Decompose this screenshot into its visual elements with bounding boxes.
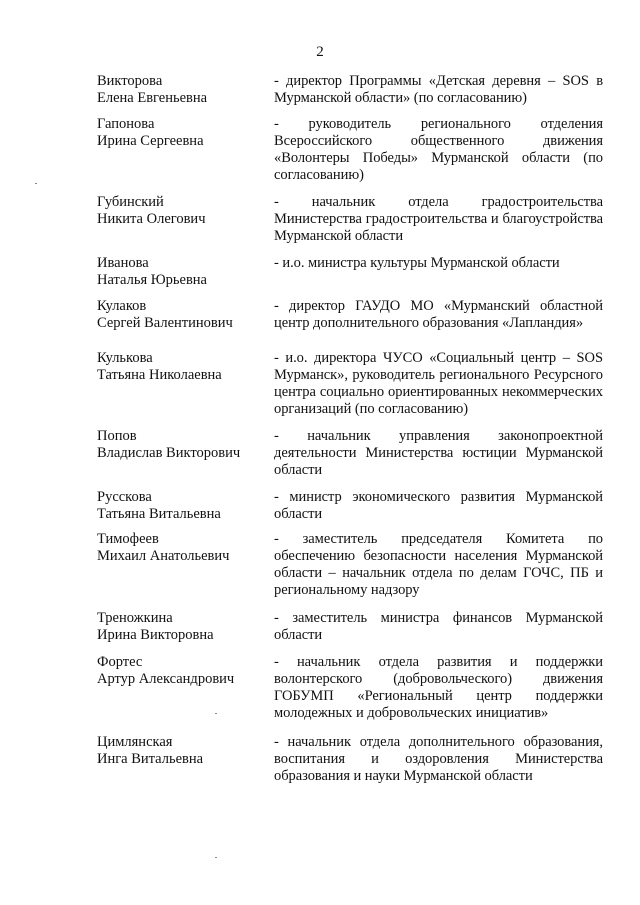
surname: Попов bbox=[97, 428, 137, 444]
surname: Кулаков bbox=[97, 298, 147, 314]
surname: Треножкина bbox=[97, 610, 173, 626]
surname: Гапонова bbox=[97, 116, 155, 132]
surname: Викторова bbox=[97, 73, 163, 89]
given-names: Инга Витальевна bbox=[97, 751, 204, 767]
page-number: 2 bbox=[316, 44, 324, 60]
person-name bbox=[97, 255, 272, 289]
position-description: - начальник управления законопроектной деятельности Министерства юстиции Мурманской области bbox=[274, 428, 603, 478]
person-name bbox=[97, 116, 272, 150]
person-name bbox=[97, 734, 272, 768]
surname: Кулькова bbox=[97, 350, 153, 366]
given-names: Михаил Анатольевич bbox=[97, 548, 230, 564]
given-names: Ирина Сергеевна bbox=[97, 133, 204, 149]
person-name bbox=[97, 350, 272, 384]
person-name bbox=[97, 610, 272, 644]
position-description: - директор ГАУДО МО «Мурманский областной центр дополнительного образования «Лапландия» bbox=[274, 298, 603, 331]
person-name bbox=[97, 298, 272, 332]
position-description: - заместитель министра финансов Мурманской области bbox=[274, 610, 603, 643]
given-names: Елена Евгеньевна bbox=[97, 90, 208, 106]
position-description: - министр экономического развития Мурманской области bbox=[274, 489, 603, 522]
given-names: Ирина Викторовна bbox=[97, 627, 214, 643]
scan-speck bbox=[35, 183, 37, 184]
surname: Фортес bbox=[97, 654, 143, 670]
scan-speck bbox=[215, 857, 217, 858]
surname: Иванова bbox=[97, 255, 149, 271]
position-description: - начальник отдела развития и поддержки волонтерского (добровольческого) движения ГОБУМП «Региональный центр поддержки молодежных и добровольческих инициатив» bbox=[274, 654, 603, 721]
surname: Тимофеев bbox=[97, 531, 159, 547]
person-name bbox=[97, 194, 272, 228]
person-name bbox=[97, 428, 272, 462]
person-name bbox=[97, 73, 272, 107]
position-description: - начальник отдела дополнительного образования, воспитания и оздоровления Министерства образования и науки Мурманской области bbox=[274, 734, 603, 784]
surname: Русскова bbox=[97, 489, 152, 505]
position-description: - и.о. директора ЧУСО «Социальный центр – SOS Мурманск», руководитель регионального Ресурсного центра социально ориентированных некоммерческих организаций (по согласованию) bbox=[274, 350, 603, 417]
surname: Цимлянская bbox=[97, 734, 173, 750]
person-name bbox=[97, 654, 272, 688]
given-names: Наталья Юрьевна bbox=[97, 272, 207, 288]
given-names: Владислав Викторович bbox=[97, 445, 241, 461]
given-names: Никита Олегович bbox=[97, 211, 206, 227]
given-names: Артур Александрович bbox=[97, 671, 235, 687]
position-description: - и.о. министра культуры Мурманской области bbox=[274, 255, 560, 271]
position-description: - заместитель председателя Комитета по обеспечению безопасности населения Мурманской области – начальник отдела по делам ГОЧС, ПБ и региональному надзору bbox=[274, 531, 603, 598]
position-description: - начальник отдела градостроительства Министерства градостроительства и благоустройства Мурманской области bbox=[274, 194, 603, 244]
given-names: Сергей Валентинович bbox=[97, 315, 233, 331]
scan-speck bbox=[215, 713, 217, 714]
surname: Губинский bbox=[97, 194, 164, 210]
person-name bbox=[97, 489, 272, 523]
position-description: - директор Программы «Детская деревня – SOS в Мурманской области» (по согласованию) bbox=[274, 73, 603, 106]
given-names: Татьяна Николаевна bbox=[97, 367, 222, 383]
person-name bbox=[97, 531, 272, 565]
given-names: Татьяна Витальевна bbox=[97, 506, 221, 522]
position-description: - руководитель регионального отделения Всероссийского общественного движения «Волонтеры Победы» Мурманской области (по согласованию) bbox=[274, 116, 603, 183]
